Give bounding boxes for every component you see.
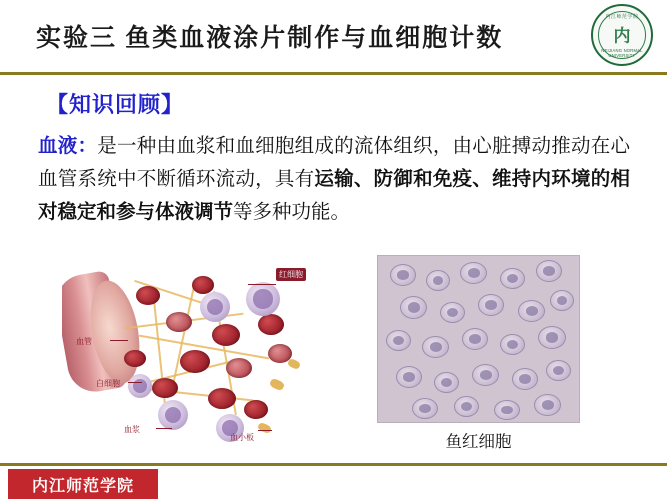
red-blood-cell: [244, 400, 268, 419]
platelet: [257, 422, 272, 435]
fish-erythrocyte: [500, 334, 525, 355]
red-blood-cell: [208, 388, 236, 409]
platelet: [287, 358, 301, 370]
fish-erythrocyte: [390, 264, 416, 286]
cell-nucleus: [557, 296, 568, 305]
fish-erythrocyte: [550, 290, 574, 311]
cell-nucleus: [433, 276, 444, 285]
fish-erythrocyte: [494, 400, 520, 420]
cell-nucleus: [408, 302, 420, 312]
fish-erythrocyte: [538, 326, 566, 349]
white-blood-cell: [158, 400, 188, 430]
seal-glyph: 内: [613, 26, 631, 46]
cell-nucleus: [441, 378, 452, 387]
paragraph-run-1: 是一种由血浆和血细胞组成的流体组织，由心脏搏动推动在心血管系统中不断循环流动，具有: [38, 136, 630, 190]
fish-erythrocyte: [386, 330, 411, 351]
red-blood-cell: [166, 312, 192, 332]
leader-line: [110, 340, 128, 341]
slide-footer-bar: [0, 463, 667, 500]
university-seal-logo: [591, 4, 653, 66]
fish-erythrocyte: [440, 302, 465, 323]
red-blood-cell: [136, 286, 160, 305]
fish-erythrocyte: [454, 396, 479, 417]
fish-erythrocyte: [462, 328, 488, 350]
white-blood-cell: [246, 282, 280, 316]
cell-nucleus: [526, 306, 538, 316]
body-paragraph: [38, 130, 630, 229]
red-blood-cell: [212, 324, 240, 346]
cell-nucleus: [397, 270, 409, 280]
cell-nucleus: [461, 402, 472, 411]
cell-nucleus: [507, 340, 518, 349]
label-plasma: 血浆: [124, 425, 140, 434]
fish-erythrocyte: [426, 270, 450, 291]
fish-erythrocyte: [534, 394, 561, 416]
paragraph-term: 血液：: [38, 136, 98, 157]
cell-nucleus: [430, 342, 442, 352]
cell-nucleus: [469, 334, 481, 344]
fish-erythrocyte: [512, 368, 538, 390]
fish-erythrocyte: [412, 398, 438, 419]
section-heading: 【知识回顾】: [46, 92, 185, 117]
fish-erythrocyte: [422, 336, 449, 358]
white-blood-cell: [128, 374, 152, 398]
figure-caption: 鱼红细胞: [445, 432, 512, 451]
paragraph-run-2: 等多种功能。: [233, 202, 351, 223]
red-blood-cell: [152, 378, 178, 398]
white-blood-cell: [200, 292, 230, 322]
leader-line: [128, 382, 142, 383]
cell-nucleus: [393, 336, 404, 345]
label-white-blood-cell: 白细胞: [96, 379, 120, 388]
fish-erythrocyte-micrograph: [377, 255, 580, 423]
cell-nucleus: [207, 299, 224, 316]
cell-nucleus: [447, 308, 458, 317]
red-blood-cell: [124, 350, 146, 367]
fish-erythrocyte: [472, 364, 499, 386]
fish-erythrocyte: [434, 372, 459, 393]
cell-nucleus: [480, 370, 492, 380]
label-red-blood-cell: 红细胞: [276, 268, 306, 281]
cell-nucleus: [501, 406, 513, 415]
fish-erythrocyte: [536, 260, 562, 282]
page-title: 实验三 鱼类血液涂片制作与血细胞计数: [36, 25, 504, 52]
red-blood-cell: [180, 350, 210, 373]
red-blood-cell: [258, 314, 284, 335]
blood-composition-illustration: [62, 254, 330, 444]
cell-nucleus: [468, 268, 480, 278]
cell-nucleus: [546, 332, 558, 342]
cell-nucleus: [165, 407, 182, 424]
cell-nucleus: [485, 300, 497, 310]
seal-top-text: 内江师范学院: [605, 14, 639, 20]
fish-erythrocyte: [478, 294, 504, 316]
fish-erythrocyte: [546, 360, 571, 381]
cell-nucleus: [419, 404, 431, 413]
fish-erythrocyte: [400, 296, 427, 319]
fish-erythrocyte: [518, 300, 545, 322]
leader-line: [156, 428, 172, 429]
leader-line: [248, 284, 276, 285]
cell-nucleus: [553, 366, 564, 375]
paragraph-bold-1: 运输、防御和免疫、维持内环境的相对稳定和参与体液调节: [38, 169, 630, 223]
fish-erythrocyte: [500, 268, 525, 289]
label-platelet: 血小板: [230, 433, 254, 442]
leader-line: [258, 430, 272, 431]
red-blood-cell: [192, 276, 214, 294]
cell-nucleus: [507, 274, 518, 283]
cell-nucleus: [253, 289, 272, 308]
cell-nucleus: [403, 372, 415, 382]
platelet: [269, 377, 285, 391]
slide-title-bar: [0, 0, 667, 75]
fish-erythrocyte: [460, 262, 487, 284]
fish-erythrocyte: [396, 366, 422, 388]
cell-nucleus: [542, 400, 554, 410]
red-blood-cell: [226, 358, 252, 378]
label-vessel: 血管: [76, 337, 92, 346]
seal-bottom-text: NEIJIANG NORMAL UNIVERSITY: [601, 48, 643, 58]
cell-nucleus: [543, 266, 555, 276]
footer-logo: 内江师范学院: [8, 469, 158, 499]
cell-nucleus: [519, 374, 531, 384]
